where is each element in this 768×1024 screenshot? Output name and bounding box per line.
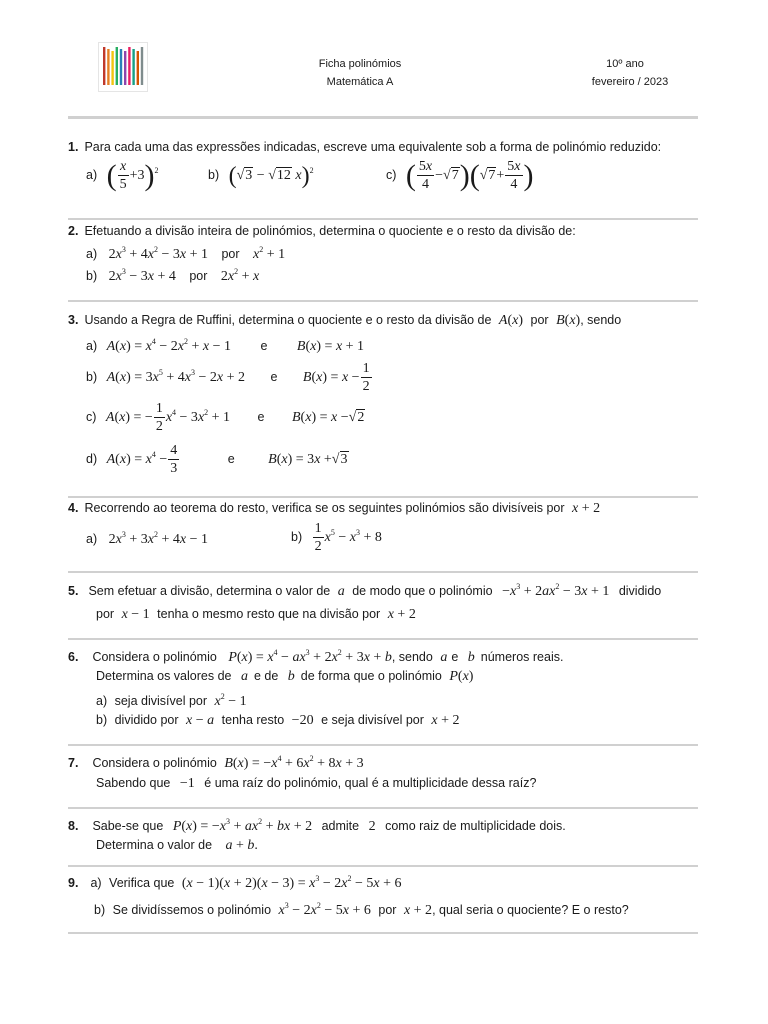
divider-7 <box>68 807 698 809</box>
logo-stripe <box>132 49 134 85</box>
question-6-line-2: Determina os valores de a e de b de forma que o polinómio P(x) <box>96 669 474 684</box>
logo-stripe <box>116 47 118 85</box>
logo-stripes-icon <box>99 43 147 91</box>
divider-6 <box>68 744 698 746</box>
q2-item-b: b) $2x^3 - 3x + 4$ por $2x^2 + x$ <box>86 267 260 284</box>
q1-item-b: b) (√3 − √12 x)$^2$ <box>208 163 314 189</box>
q6-item-a: a) seja divisível por $x^2 - 1$ <box>96 692 247 709</box>
q2-item-a: a) $2x^3 + 4x^2 - 3x + 1$ por $x^2 + 1$ <box>86 245 286 262</box>
grade-label: 10º ano <box>606 58 644 70</box>
subject-title: Matemática A <box>326 76 394 88</box>
q1-item-c: c) ( $\frac{5x}{4}$ −√7)(√7+ $\frac{5x}{4}$ ) <box>386 159 534 192</box>
question-7: 7. Considera o polinómio $B(x) = -x^4 + 6x^2 + 8x + 3$ <box>68 754 364 771</box>
question-1 <box>68 140 661 154</box>
q3-item-b: b) $A(x) = 3x^5 + 4x^3 - 2x + 2$ e B(x) = x − $\frac{1}{2}$ <box>86 361 370 394</box>
question-text: Para cada uma das expressões indicadas, escreve uma equivalente sob a forma de polinómio reduzido: <box>84 140 662 154</box>
question-number: 1. <box>68 140 79 154</box>
date-label: fevereiro / 2023 <box>591 76 669 88</box>
q3-item-d: d) $A(x) = x^4$ − $\frac{4}{3}$ e B(x) = 3x +√3 <box>86 443 348 476</box>
divider-5 <box>68 638 698 640</box>
q6-item-b: b) dividido por x − a tenha resto −20 e seja divisível por x + 2 <box>96 713 460 728</box>
divider-2 <box>68 300 698 302</box>
q3-item-a: a) $A(x) = x^4 - 2x^2 + x - 1$ e B(x) = x + 1 <box>86 337 365 354</box>
q4-item-b: b) $\frac{1}{2}$ $x^5 - x^3 + 8$ <box>291 521 382 554</box>
question-8-line-2: Determina o valor de a + b. <box>96 838 258 853</box>
divider-8 <box>68 865 698 867</box>
q1-item-a: a) ( $\frac{x}{5}$ +3)$^2$ <box>86 159 159 192</box>
question-3: 3. Usando a Regra de Ruffini, determina o quociente e o resto da divisão de A(x) por B(x), sendo <box>68 313 622 328</box>
divider-1 <box>68 218 698 220</box>
logo-stripe <box>103 47 105 85</box>
divider-3 <box>68 496 698 498</box>
sheet-title: Ficha polinómios <box>318 58 402 70</box>
logo-stripe <box>111 51 113 85</box>
question-5-line-2: por x − 1 tenha o mesmo resto que na divisão por x + 2 <box>96 607 416 622</box>
question-6: 6. Considera o polinómio $P(x) = x^4 - ax^3 + 2x^2 + 3x + b$, sendo a e b números reais. <box>68 648 564 665</box>
q9-item-b: b) Se dividíssemos o polinómio $x^3 - 2x^2 - 5x + 6$ por x + 2, qual seria o quociente? E o resto? <box>94 901 629 918</box>
logo-stripe <box>141 47 143 85</box>
logo-stripe <box>107 49 109 85</box>
logo-stripe <box>137 51 139 85</box>
school-logo <box>98 42 148 92</box>
question-2: 2. Efetuando a divisão inteira de polinómios, determina o quociente e o resto da divisão de: <box>68 224 576 238</box>
logo-stripe <box>124 51 126 85</box>
q3-item-c: c) A(x) = − $\frac{1}{2}$ $x^4 - 3x^2 + 1$ e B(x) = x −√2 <box>86 401 365 434</box>
divider-9 <box>68 932 698 934</box>
logo-stripe <box>128 47 130 85</box>
divider-4 <box>68 571 698 573</box>
question-8: 8. Sabe-se que $P(x) = -x^3 + ax^2$ + bx + 2 admite 2 como raiz de multiplicidade dois. <box>68 817 566 834</box>
q4-item-a: a) $2x^3 + 3x^2 + 4x - 1$ <box>86 530 208 547</box>
question-9: 9. a) Verifica que $(x - 1)(x + 2)(x - 3) = x^3 - 2x^2 - 5x + 6$ <box>68 874 402 891</box>
header-divider <box>68 116 698 119</box>
question-4: 4. Recorrendo ao teorema do resto, verifica se os seguintes polinómios são divisíveis por x + 2 <box>68 501 601 516</box>
question-7-line-2: Sabendo que −1 é uma raíz do polinómio, qual é a multiplicidade dessa raíz? <box>96 776 537 791</box>
question-5: 5. Sem efetuar a divisão, determina o valor de a de modo que o polinómio $-x^3 + 2ax^2 - 3x + 1$ dividido <box>68 582 662 599</box>
logo-stripe <box>120 49 122 85</box>
